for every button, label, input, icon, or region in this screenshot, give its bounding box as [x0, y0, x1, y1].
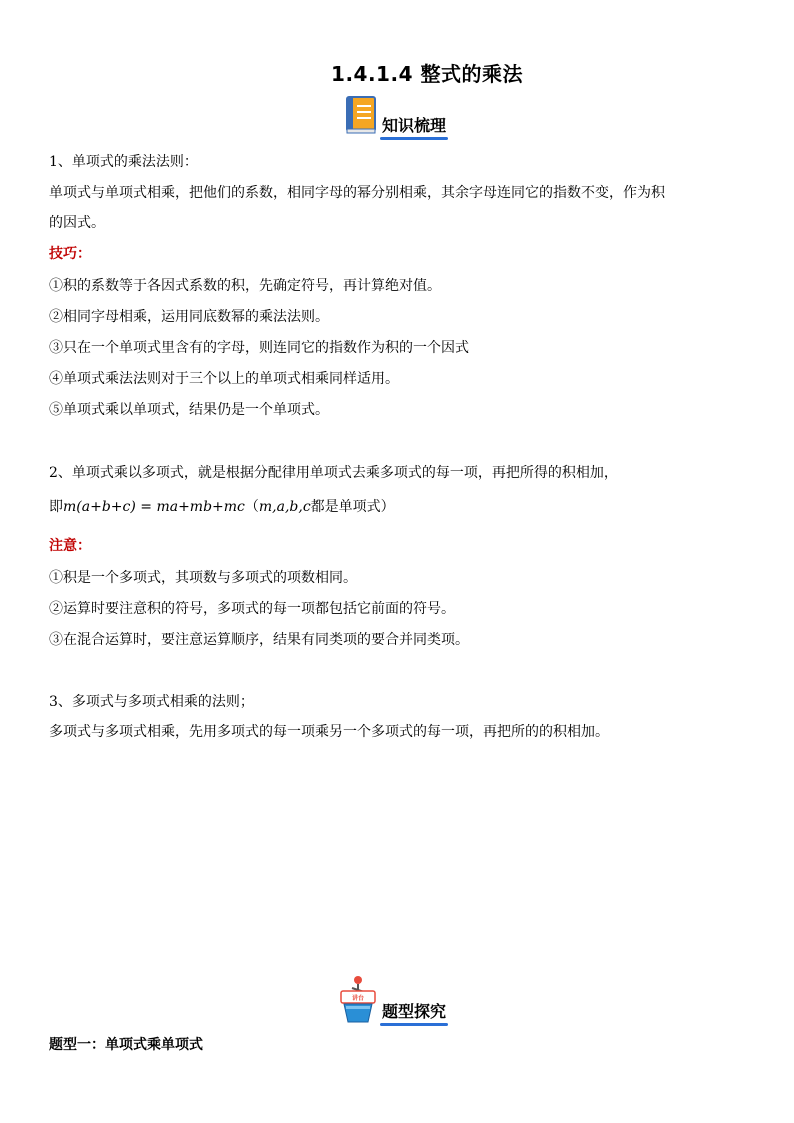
note-item: ②运算时要注意积的符号，多项式的每一项都包括它前面的符号。 — [49, 601, 455, 617]
formula-prefix: 即 — [49, 499, 63, 515]
note-item: ①积是一个多项式，其项数与多项式的项数相同。 — [49, 570, 357, 586]
section-label-knowledge: 知识梳理 — [382, 113, 446, 138]
podium-icon — [338, 974, 378, 1024]
rule3-body: 多项式与多项式相乘，先用多项式的每一项乘另一个多项式的每一项，再把所的的积相加。 — [49, 724, 609, 740]
section-label-question-types: 题型探究 — [382, 999, 446, 1024]
book-icon — [344, 96, 378, 138]
formula-vars: m,a,b,c — [258, 499, 311, 515]
page-title: 1.4.1.4 整式的乘法 — [331, 62, 523, 86]
rule1-body-line2: 的因式。 — [49, 215, 105, 231]
rule3-heading: 3、多项式与多项式相乘的法则； — [49, 694, 254, 710]
tip-item: ④单项式乘法法则对于三个以上的单项式相乘同样适用。 — [49, 371, 399, 387]
note-item: ③在混合运算时，要注意运算顺序，结果有同类项的要合并同类项。 — [49, 632, 469, 648]
rule2-formula-line — [49, 497, 395, 517]
question-type-1-heading: 题型一：单项式乘单项式 — [49, 1037, 203, 1053]
section-header-question-types — [338, 974, 446, 1024]
rule1-body-line1: 单项式与单项式相乘，把他们的系数，相同字母的幂分别相乘，其余字母连同它的指数不变，作为积 — [49, 185, 665, 201]
rule1-heading: 1、单项式的乘法法则： — [49, 154, 198, 170]
rule2-heading: 2、单项式乘以多项式，就是根据分配律用单项式去乘多项式的每一项，再把所得的积相加， — [49, 465, 618, 481]
podium-label: 讲台 — [351, 995, 364, 1002]
tip-item: ①积的系数等于各因式系数的积，先确定符号，再计算绝对值。 — [49, 278, 441, 294]
tip-item: ②相同字母相乘，运用同底数幂的乘法法则。 — [49, 309, 329, 325]
tip-item: ⑤单项式乘以单项式，结果仍是一个单项式。 — [49, 402, 329, 418]
section-header-knowledge — [344, 96, 446, 138]
formula-note-open: （ — [244, 499, 259, 515]
notes-label: 注意： — [49, 538, 91, 554]
tips-label: 技巧： — [49, 246, 91, 262]
formula-note-close: 都是单项式） — [310, 499, 395, 515]
tip-item: ③只在一个单项式里含有的字母，则连同它的指数作为积的一个因式 — [49, 340, 469, 356]
distributive-formula: m(a+b+c) = ma+mb+mc — [63, 499, 245, 515]
